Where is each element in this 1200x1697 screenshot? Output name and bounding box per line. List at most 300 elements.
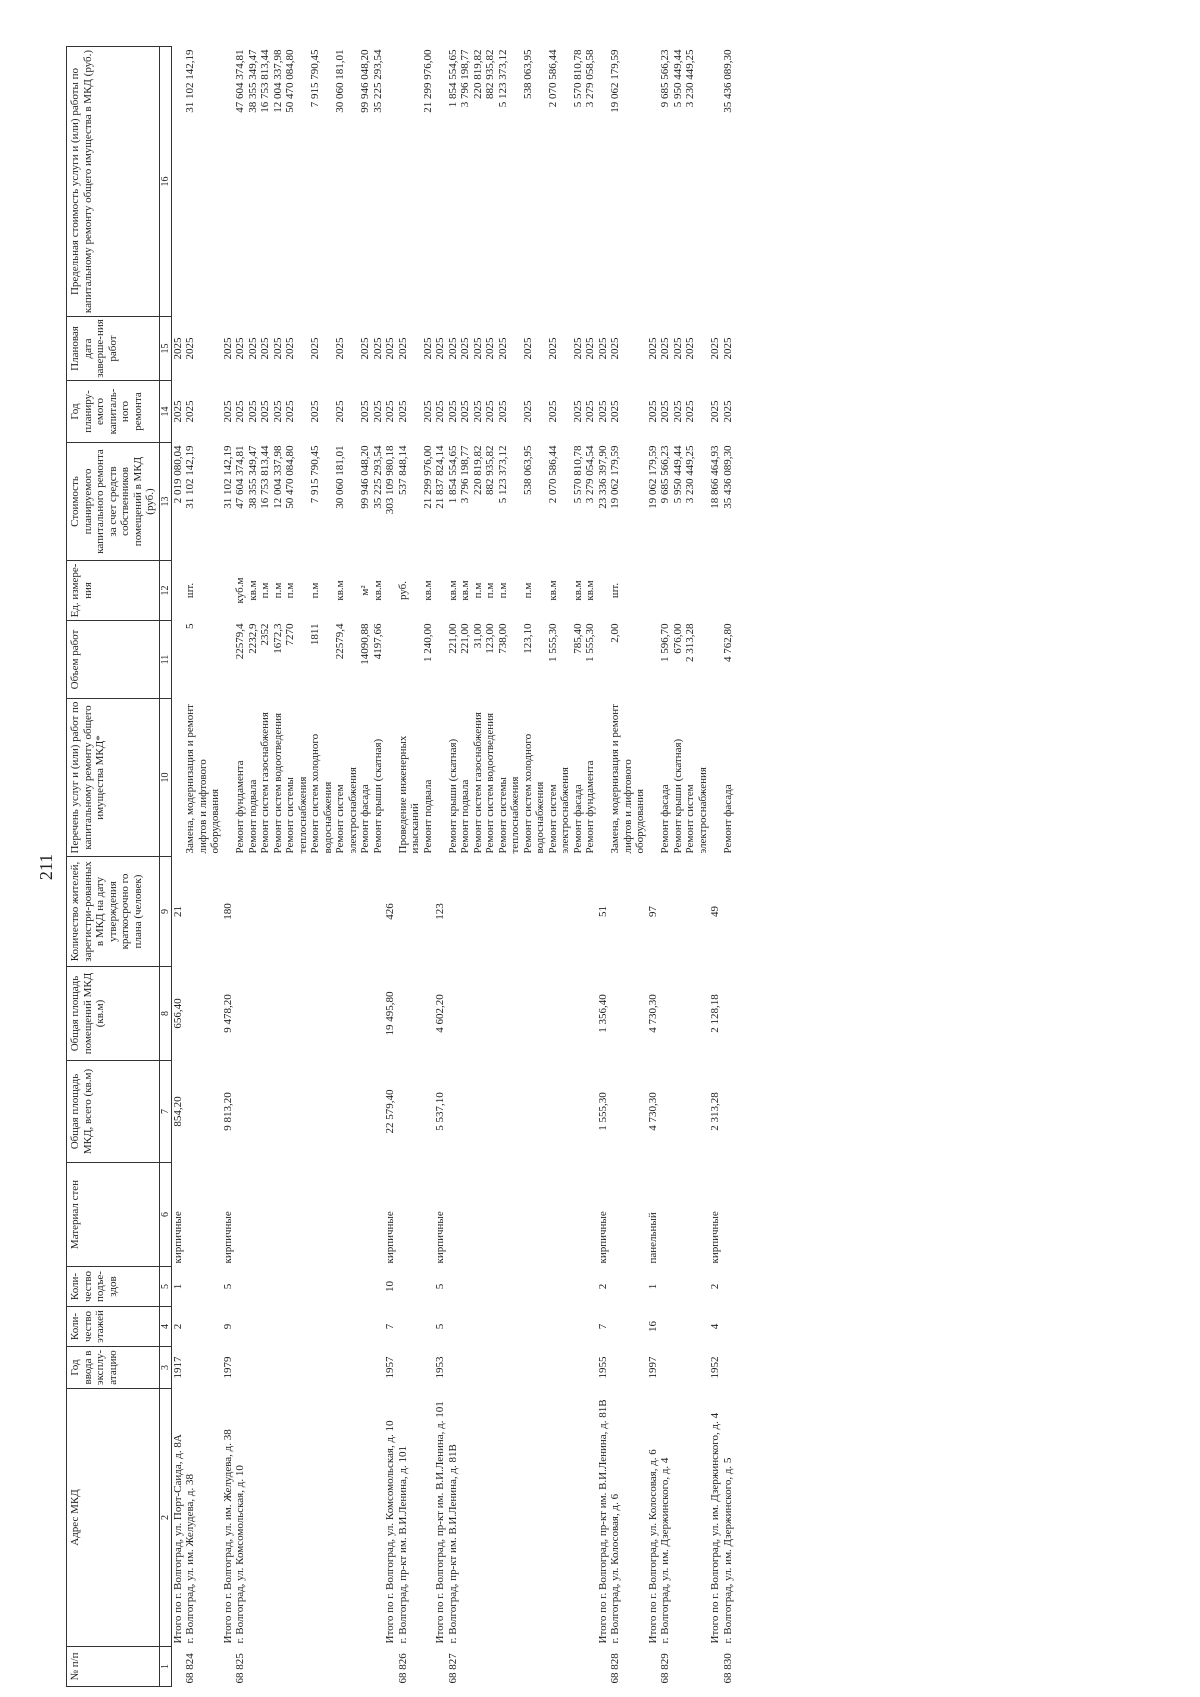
cell-col-2 bbox=[372, 1389, 385, 1647]
cell-col-16: 3 796 198,77 bbox=[459, 49, 471, 108]
cell-col-10 bbox=[222, 699, 235, 857]
cell-col-11: 738,00 bbox=[496, 623, 509, 654]
cell-col-9: 426 bbox=[384, 903, 396, 920]
cell-col-3 bbox=[234, 1347, 247, 1389]
cell-col-15: 2025 bbox=[546, 337, 559, 360]
cell-col-15: 2025 bbox=[446, 337, 459, 360]
cell-col-5 bbox=[234, 1267, 247, 1307]
table-row bbox=[597, 47, 610, 1687]
cell-col-8 bbox=[722, 967, 735, 1061]
cell-col-16: 30 060 181,01 bbox=[334, 49, 346, 113]
cell-col-13: 31 102 142,19 bbox=[221, 445, 234, 509]
cell-col-7 bbox=[334, 1061, 359, 1163]
cell-col-9: 51 bbox=[596, 906, 609, 917]
cell-col-1: 68 829 bbox=[659, 1653, 671, 1684]
cell-col-7 bbox=[522, 1061, 547, 1163]
cell-col-14: 2025 bbox=[671, 400, 684, 423]
cell-col-13: 21 299 976,00 bbox=[421, 445, 434, 509]
cell-col-1 bbox=[222, 1647, 235, 1687]
cell-col-4 bbox=[397, 1307, 422, 1347]
cell-col-10: Ремонт фасада bbox=[659, 784, 671, 854]
cell-col-2 bbox=[572, 1389, 585, 1647]
cell-col-1 bbox=[572, 1647, 585, 1687]
cell-col-4: 4 bbox=[709, 1323, 721, 1330]
column-header-14: Год планиру-емого капиталь-ного ремонта bbox=[67, 381, 160, 443]
cell-col-15: 2025 bbox=[671, 337, 684, 360]
cell-col-2 bbox=[672, 1389, 685, 1647]
cell-col-11: 4197,66 bbox=[371, 623, 384, 660]
cell-col-1: 68 827 bbox=[446, 1653, 459, 1684]
cell-col-13: 9 685 566,23 bbox=[659, 445, 671, 504]
cell-col-6 bbox=[684, 1163, 709, 1267]
cell-col-14: 2025 bbox=[546, 400, 559, 423]
column-number-1: 1 bbox=[159, 1647, 171, 1687]
cell-col-9 bbox=[672, 857, 685, 967]
cell-col-11: 2,00 bbox=[609, 623, 621, 643]
cell-col-11: 221,00 bbox=[459, 623, 471, 654]
cell-col-9: 97 bbox=[646, 906, 659, 917]
cell-col-3 bbox=[659, 1347, 672, 1389]
cell-col-8 bbox=[484, 967, 497, 1061]
cell-col-9 bbox=[584, 857, 597, 967]
cell-col-2: г. Волгоград, ул. им. Дзержинского, д. 4 bbox=[659, 1457, 671, 1644]
cell-col-14: 2025 bbox=[571, 400, 584, 423]
cell-col-2: г. Волгоград, пр-кт им. В.И.Ленина, д. 81В bbox=[446, 1444, 459, 1644]
cell-col-1 bbox=[472, 1647, 485, 1687]
cell-col-5: 5 bbox=[434, 1283, 446, 1290]
cell-col-14: 2025 bbox=[246, 400, 259, 423]
cell-col-5 bbox=[584, 1267, 597, 1307]
cell-col-8 bbox=[572, 967, 585, 1061]
cell-col-1 bbox=[384, 1647, 397, 1687]
cell-col-7 bbox=[422, 1061, 435, 1163]
cell-col-4 bbox=[184, 1307, 222, 1347]
cell-col-8 bbox=[334, 967, 359, 1061]
cell-col-1 bbox=[647, 1647, 660, 1687]
cell-col-13: 50 470 084,80 bbox=[284, 445, 296, 509]
cell-col-10: Ремонт подвала bbox=[246, 779, 259, 854]
cell-col-3: 1979 bbox=[221, 1356, 234, 1379]
cell-col-16 bbox=[397, 47, 422, 317]
cell-col-5 bbox=[459, 1267, 472, 1307]
cell-col-10 bbox=[434, 699, 447, 857]
cell-col-6 bbox=[372, 1163, 385, 1267]
cell-col-7 bbox=[672, 1061, 685, 1163]
cell-col-16: 50 470 084,80 bbox=[284, 49, 296, 113]
cell-col-13: 537 848,14 bbox=[396, 445, 409, 495]
table-row bbox=[359, 47, 372, 1687]
cell-col-11: 2352 bbox=[259, 623, 271, 646]
cell-col-14: 2025 bbox=[309, 400, 321, 423]
cell-col-14: 2025 bbox=[459, 400, 471, 423]
cell-col-2: Итого по г. Волгоград, ул. им. Желудева, д. 38 bbox=[221, 1429, 234, 1644]
cell-col-12: п.м bbox=[521, 582, 534, 599]
column-header-6: Материал стен bbox=[67, 1163, 160, 1267]
cell-col-15: 2025 bbox=[484, 337, 496, 360]
cell-col-13: 38 355 349,47 bbox=[246, 445, 259, 509]
cell-col-6 bbox=[484, 1163, 497, 1267]
cell-col-5 bbox=[722, 1267, 735, 1307]
cell-col-15: 2025 bbox=[521, 337, 534, 360]
cell-col-5 bbox=[359, 1267, 372, 1307]
cell-col-16 bbox=[597, 47, 610, 317]
cell-col-8 bbox=[447, 967, 460, 1061]
cell-col-7: 1 555,30 bbox=[596, 1092, 609, 1131]
cell-col-5: 2 bbox=[709, 1283, 721, 1290]
cell-col-9 bbox=[459, 857, 472, 967]
cell-col-2: Итого по г. Волгоград, ул. Комсомольская, д. 10 bbox=[384, 1420, 396, 1644]
cell-col-2 bbox=[472, 1389, 485, 1647]
cell-col-16 bbox=[647, 47, 660, 317]
cell-col-9 bbox=[284, 857, 309, 967]
header-row bbox=[67, 47, 160, 1687]
cell-col-3: 1953 bbox=[434, 1356, 446, 1379]
cell-col-15: 2025 bbox=[246, 337, 259, 360]
cell-col-4 bbox=[459, 1307, 472, 1347]
table-header bbox=[67, 47, 172, 1687]
cell-col-13: 19 062 179,59 bbox=[646, 445, 659, 509]
cell-col-10: Ремонт систем холодного водоснабжения bbox=[521, 733, 546, 854]
cell-col-12 bbox=[647, 561, 660, 621]
cell-col-16: 5 950 449,44 bbox=[671, 49, 684, 108]
cell-col-13: 35 436 089,30 bbox=[721, 445, 734, 509]
cell-col-5 bbox=[484, 1267, 497, 1307]
cell-col-2: г. Волгоград, ул. Колосовая, д. 6 bbox=[609, 1493, 621, 1644]
table-row bbox=[259, 47, 272, 1687]
cell-col-9 bbox=[572, 857, 585, 967]
cell-col-8: 656,40 bbox=[171, 998, 184, 1029]
cell-col-5 bbox=[309, 1267, 334, 1307]
cell-col-3 bbox=[359, 1347, 372, 1389]
cell-col-8: 4 602,20 bbox=[434, 994, 446, 1033]
cell-col-4 bbox=[284, 1307, 309, 1347]
column-number-16: 16 bbox=[159, 47, 171, 317]
cell-col-6 bbox=[247, 1163, 260, 1267]
table-body bbox=[171, 47, 734, 1687]
column-number-7: 7 bbox=[159, 1061, 171, 1163]
cell-col-12: п.м bbox=[284, 582, 296, 599]
cell-col-5 bbox=[572, 1267, 585, 1307]
cell-col-4 bbox=[522, 1307, 547, 1347]
cell-col-6 bbox=[259, 1163, 272, 1267]
cell-col-7 bbox=[372, 1061, 385, 1163]
table-row bbox=[422, 47, 435, 1687]
cell-col-13: 35 225 293,54 bbox=[371, 445, 384, 509]
cell-col-14: 2025 bbox=[434, 400, 446, 423]
cell-col-4 bbox=[659, 1307, 672, 1347]
cell-col-16: 9 685 566,23 bbox=[659, 49, 671, 108]
cell-col-7 bbox=[484, 1061, 497, 1163]
cell-col-15: 2025 bbox=[359, 337, 371, 360]
cell-col-5 bbox=[422, 1267, 435, 1307]
cell-col-4: 7 bbox=[596, 1323, 609, 1330]
cell-col-12: шт. bbox=[184, 582, 196, 599]
cell-col-11: 1 555,30 bbox=[546, 623, 559, 662]
cell-col-7 bbox=[259, 1061, 272, 1163]
cell-col-6: кирпичные bbox=[384, 1211, 396, 1264]
cell-col-8 bbox=[422, 967, 435, 1061]
cell-col-4: 16 bbox=[646, 1321, 659, 1332]
cell-col-7 bbox=[309, 1061, 334, 1163]
cell-col-3 bbox=[272, 1347, 285, 1389]
page-number: 211 bbox=[36, 853, 56, 881]
cell-col-9 bbox=[609, 857, 647, 967]
column-header-4: Коли-чество этажей bbox=[67, 1307, 160, 1347]
cell-col-7: 854,20 bbox=[171, 1096, 184, 1127]
cell-col-15: 2025 bbox=[271, 337, 284, 360]
cell-col-6 bbox=[284, 1163, 309, 1267]
cell-col-13: 2 019 080,04 bbox=[171, 445, 184, 504]
cell-col-15: 2025 bbox=[284, 337, 296, 360]
cell-col-13: 31 102 142,19 bbox=[184, 445, 196, 509]
table-row bbox=[247, 47, 260, 1687]
cell-col-16: 5 570 810,78 bbox=[571, 49, 584, 108]
cell-col-16 bbox=[171, 47, 184, 317]
cell-col-5: 10 bbox=[384, 1281, 396, 1292]
cell-col-4 bbox=[372, 1307, 385, 1347]
cell-col-15: 2025 bbox=[421, 337, 434, 360]
rotated-document bbox=[36, 47, 1200, 1687]
cell-col-15: 2025 bbox=[646, 337, 659, 360]
cell-col-8: 19 495,80 bbox=[384, 991, 396, 1036]
cell-col-12 bbox=[684, 561, 709, 621]
cell-col-4: 2 bbox=[171, 1323, 184, 1330]
cell-col-11: 221,00 bbox=[446, 623, 459, 654]
cell-col-12: кв.м bbox=[584, 580, 596, 601]
cell-col-12 bbox=[222, 561, 235, 621]
cell-col-10: Замена, модернизация и ремонт лифтов и лифтового оборудования bbox=[609, 704, 646, 854]
cell-col-14: 2025 bbox=[521, 400, 534, 423]
cell-col-6: кирпичные bbox=[709, 1211, 721, 1264]
table-row bbox=[434, 47, 447, 1687]
cell-col-14: 2025 bbox=[596, 400, 609, 423]
cell-col-9 bbox=[259, 857, 272, 967]
cell-col-2 bbox=[684, 1389, 709, 1647]
table-row bbox=[184, 47, 222, 1687]
column-number-5: 5 bbox=[159, 1267, 171, 1307]
cell-col-16: 7 915 790,45 bbox=[309, 49, 321, 108]
column-header-1: № п/п bbox=[67, 1647, 160, 1687]
cell-col-1: 68 830 bbox=[721, 1653, 734, 1684]
cell-col-4 bbox=[547, 1307, 572, 1347]
cell-col-13: 16 753 813,44 bbox=[259, 445, 271, 509]
cell-col-1 bbox=[547, 1647, 572, 1687]
cell-col-8 bbox=[272, 967, 285, 1061]
cell-col-2: г. Волгоград, ул. Комсомольская, д. 10 bbox=[234, 1465, 246, 1644]
cell-col-1: 68 825 bbox=[234, 1653, 246, 1684]
cell-col-7 bbox=[234, 1061, 247, 1163]
cell-col-15: 2025 bbox=[371, 337, 384, 360]
cell-col-1 bbox=[522, 1647, 547, 1687]
cell-col-5: 2 bbox=[596, 1283, 609, 1290]
cell-col-13: 2 070 586,44 bbox=[546, 445, 559, 504]
cell-col-14: 2025 bbox=[271, 400, 284, 423]
column-number-12: 12 bbox=[159, 561, 171, 621]
cell-col-1: 68 824 bbox=[184, 1653, 196, 1684]
cell-col-5: 5 bbox=[221, 1283, 234, 1290]
cell-col-7: 9 813,20 bbox=[221, 1092, 234, 1131]
cell-col-1: 68 826 bbox=[396, 1653, 409, 1684]
cell-col-10: Ремонт крыши (скатная) bbox=[446, 738, 459, 854]
cell-col-2 bbox=[247, 1389, 260, 1647]
cell-col-16: 5 123 373,12 bbox=[496, 49, 509, 108]
cell-col-7: 22 579,40 bbox=[384, 1089, 396, 1134]
cell-col-9 bbox=[684, 857, 709, 967]
cell-col-11: 2232,9 bbox=[246, 623, 259, 654]
cell-col-7 bbox=[497, 1061, 522, 1163]
cell-col-1 bbox=[672, 1647, 685, 1687]
table-row bbox=[234, 47, 247, 1687]
cell-col-12: п.м bbox=[309, 582, 321, 599]
cell-col-11: 31,00 bbox=[471, 623, 484, 649]
cell-col-14: 2025 bbox=[234, 400, 246, 423]
cell-col-4 bbox=[422, 1307, 435, 1347]
column-header-7: Общая площадь МКД, всего (кв.м) bbox=[67, 1061, 160, 1163]
cell-col-8 bbox=[459, 967, 472, 1061]
cell-col-10: Ремонт систем электроснабжения bbox=[546, 767, 571, 854]
cell-col-13: 47 604 374,81 bbox=[234, 445, 246, 509]
table-row bbox=[647, 47, 660, 1687]
cell-col-6: кирпичные bbox=[596, 1211, 609, 1264]
cell-col-9 bbox=[422, 857, 435, 967]
cell-col-9 bbox=[234, 857, 247, 967]
cell-col-3 bbox=[184, 1347, 222, 1389]
cell-col-14: 2025 bbox=[284, 400, 296, 423]
table-row bbox=[222, 47, 235, 1687]
cell-col-11 bbox=[384, 621, 397, 699]
table-row bbox=[547, 47, 572, 1687]
cell-col-8: 4 730,30 bbox=[646, 994, 659, 1033]
cell-col-11: 1 240,00 bbox=[421, 623, 434, 662]
cell-col-2: Итого по г. Волгоград, ул. Порт-Саида, д. 8А bbox=[171, 1434, 184, 1644]
cell-col-14: 2025 bbox=[359, 400, 371, 423]
cell-col-13: 5 950 449,44 bbox=[671, 445, 684, 504]
cell-col-7 bbox=[447, 1061, 460, 1163]
cell-col-14: 2025 bbox=[496, 400, 509, 423]
cell-col-1 bbox=[484, 1647, 497, 1687]
cell-col-11: 785,40 bbox=[571, 623, 584, 654]
table-row bbox=[609, 47, 647, 1687]
cell-col-3 bbox=[584, 1347, 597, 1389]
cell-col-1 bbox=[284, 1647, 309, 1687]
cell-col-7 bbox=[472, 1061, 485, 1163]
cell-col-8 bbox=[309, 967, 334, 1061]
cell-col-10: Ремонт систем водоотведения bbox=[484, 712, 496, 854]
cell-col-10: Ремонт фасада bbox=[721, 784, 734, 854]
cell-col-4 bbox=[272, 1307, 285, 1347]
cell-col-15: 2025 bbox=[309, 337, 321, 360]
cell-col-13: 21 837 824,14 bbox=[434, 445, 446, 509]
cell-col-3: 1952 bbox=[709, 1356, 721, 1379]
table-row bbox=[672, 47, 685, 1687]
table-row bbox=[684, 47, 709, 1687]
cell-col-14: 2025 bbox=[371, 400, 384, 423]
column-header-3: Год ввода в эксплу-атацию bbox=[67, 1347, 160, 1389]
cell-col-7 bbox=[284, 1061, 309, 1163]
cell-col-10: Ремонт фундамента bbox=[584, 760, 596, 854]
cell-col-4 bbox=[609, 1307, 647, 1347]
cell-col-6 bbox=[572, 1163, 585, 1267]
cell-col-3 bbox=[497, 1347, 522, 1389]
table-row bbox=[309, 47, 334, 1687]
cell-col-2: Итого по г. Волгоград, ул. Колосовая, д. 6 bbox=[646, 1449, 659, 1644]
cell-col-3 bbox=[472, 1347, 485, 1389]
column-number-6: 6 bbox=[159, 1163, 171, 1267]
cell-col-9 bbox=[659, 857, 672, 967]
cell-col-5 bbox=[272, 1267, 285, 1307]
column-number-11: 11 bbox=[159, 621, 171, 699]
table-row bbox=[372, 47, 385, 1687]
cell-col-3: 1955 bbox=[596, 1356, 609, 1379]
cell-col-6 bbox=[497, 1163, 522, 1267]
cell-col-6 bbox=[459, 1163, 472, 1267]
cell-col-7 bbox=[272, 1061, 285, 1163]
cell-col-15: 2025 bbox=[471, 337, 484, 360]
cell-col-13: 30 060 181,01 bbox=[334, 445, 346, 509]
cell-col-8: 1 356,40 bbox=[596, 994, 609, 1033]
cell-col-1 bbox=[359, 1647, 372, 1687]
cell-col-8: 9 478,20 bbox=[221, 994, 234, 1033]
table-row bbox=[497, 47, 522, 1687]
cell-col-16 bbox=[434, 47, 447, 317]
cell-col-2: Итого по г. Волгоград, пр-кт им. В.И.Ленина, д. 81В bbox=[596, 1399, 609, 1644]
table-row bbox=[584, 47, 597, 1687]
table-row bbox=[659, 47, 672, 1687]
cell-col-12: м² bbox=[359, 585, 371, 596]
cell-col-10: Ремонт систем газоснабжения bbox=[259, 712, 271, 854]
cell-col-16: 31 102 142,19 bbox=[184, 49, 196, 113]
cell-col-12: п.м bbox=[271, 582, 284, 599]
cell-col-10 bbox=[597, 699, 610, 857]
cell-col-12: кв.м bbox=[246, 580, 259, 601]
cell-col-1 bbox=[597, 1647, 610, 1687]
column-header-9: Количество жителей, зарегистри-рованных в МКД на дату утверждения краткосрочно го плана (человек) bbox=[67, 857, 160, 967]
column-header-5: Коли-чество подъе-здов bbox=[67, 1267, 160, 1307]
column-number-3: 3 bbox=[159, 1347, 171, 1389]
cell-col-13: 12 004 337,98 bbox=[271, 445, 284, 509]
cell-col-12: п.м bbox=[471, 582, 484, 599]
cell-col-9 bbox=[359, 857, 372, 967]
cell-col-14: 2025 bbox=[721, 400, 734, 423]
cell-col-14: 2025 bbox=[709, 400, 721, 423]
cell-col-16: 35 225 293,54 bbox=[371, 49, 384, 113]
cell-col-1: 68 828 bbox=[609, 1653, 621, 1684]
cell-col-16: 12 004 337,98 bbox=[271, 49, 284, 113]
cell-col-4 bbox=[234, 1307, 247, 1347]
cell-col-2 bbox=[359, 1389, 372, 1647]
table-row bbox=[459, 47, 472, 1687]
cell-col-2 bbox=[259, 1389, 272, 1647]
cell-col-13: 5 123 373,12 bbox=[496, 445, 509, 504]
cell-col-9 bbox=[372, 857, 385, 967]
cell-col-10: Ремонт крыши (скатная) bbox=[371, 738, 384, 854]
cell-col-10: Ремонт систем газоснабжения bbox=[471, 712, 484, 854]
cell-col-16: 538 063,95 bbox=[521, 49, 534, 99]
cell-col-15: 2025 bbox=[234, 337, 246, 360]
cell-col-12: кв.м bbox=[459, 580, 471, 601]
cell-col-5 bbox=[259, 1267, 272, 1307]
cell-col-14: 2025 bbox=[484, 400, 496, 423]
cell-col-1 bbox=[272, 1647, 285, 1687]
cell-col-7 bbox=[459, 1061, 472, 1163]
cell-col-9 bbox=[484, 857, 497, 967]
cell-col-12 bbox=[434, 561, 447, 621]
cell-col-16: 1 854 554,65 bbox=[446, 49, 459, 108]
cell-col-13: 3 230 449,25 bbox=[684, 445, 696, 504]
cell-col-3 bbox=[309, 1347, 334, 1389]
cell-col-16: 47 604 374,81 bbox=[234, 49, 246, 113]
cell-col-10: Ремонт фундамента bbox=[234, 760, 246, 854]
